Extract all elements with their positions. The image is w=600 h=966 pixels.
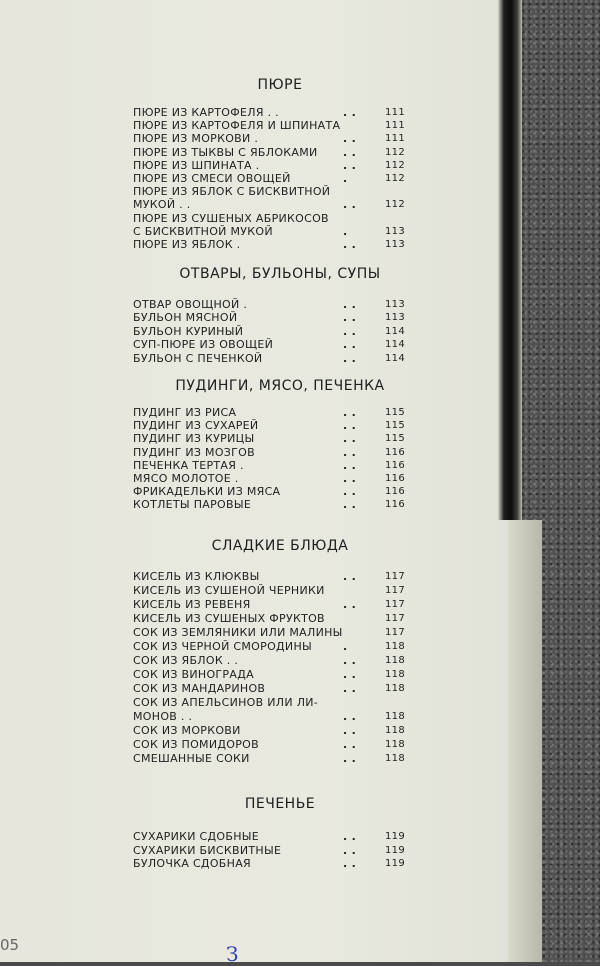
toc-page-number: 112: [385, 173, 405, 184]
toc-page-number: 112: [385, 146, 405, 158]
book-spine: [498, 0, 522, 520]
toc-page-number: 115: [385, 420, 405, 432]
toc-page-number: 116: [385, 499, 405, 511]
toc-page-number: 114: [385, 352, 405, 364]
toc-page-number: 117: [385, 627, 405, 638]
toc-entry: [133, 570, 405, 583]
toc-page-number: 112: [385, 159, 405, 171]
toc-entry-title: ПЮРЕ ИЗ СМЕСИ ОВОЩЕЙ: [133, 172, 291, 185]
toc-entry-title: ПУДИНГ ИЗ МОЗГОВ: [133, 445, 255, 459]
toc-entry-title: СУП-ПЮРЕ ИЗ ОВОЩЕЙ: [133, 338, 274, 352]
toc-entry-title: ПЮРЕ ИЗ ТЫКВЫ С ЯБЛОКАМИ: [133, 145, 318, 159]
toc-entry: [133, 119, 405, 132]
toc-page-number: 111: [385, 120, 405, 132]
toc-leader-dots: .: [343, 172, 348, 185]
toc-leader-dots: . .: [343, 458, 357, 472]
toc-page-number: 118: [385, 753, 405, 764]
toc-entry-title: КИСЕЛЬ ИЗ СУШЕНОЙ ЧЕРНИКИ: [133, 584, 325, 597]
section-title-puddings: ПУДИНГИ, МЯСО, ПЕЧЕНКА: [175, 378, 385, 394]
toc-entry-title: ПЮРЕ ИЗ ЯБЛОК .: [133, 238, 241, 251]
page-number: 05: [0, 936, 20, 954]
toc-page-number: 116: [385, 446, 405, 458]
toc-entry-title: ПУДИНГ ИЗ КУРИЦЫ: [133, 432, 255, 446]
toc-entry: [133, 626, 405, 639]
toc-entry: [133, 682, 405, 695]
page-edge: [508, 520, 542, 962]
toc-entry: [133, 710, 405, 723]
toc-entry-title: СОК ИЗ ЗЕМЛЯНИКИ ИЛИ МАЛИНЫ: [133, 626, 343, 639]
section-title-broths: ОТВАРЫ, БУЛЬОНЫ, СУПЫ: [179, 266, 381, 282]
toc-entry-title: КИСЕЛЬ ИЗ КЛЮКВЫ: [133, 570, 260, 583]
toc-leader-dots: . .: [343, 324, 357, 338]
toc-entry-title: СОК ИЗ ПОМИДОРОВ: [133, 738, 259, 751]
toc-page-number: 114: [385, 325, 405, 337]
toc-page-number: 118: [385, 711, 405, 722]
toc-entry-title: ПЕЧЕНКА ТЕРТАЯ .: [133, 458, 244, 472]
toc-leader-dots: . .: [343, 132, 357, 146]
section-title-puree: ПЮРЕ: [257, 77, 303, 93]
toc-entry-title: СОК ИЗ МАНДАРИНОВ: [133, 682, 266, 695]
toc-entry-title: ПЮРЕ ИЗ КАРТОФЕЛЯ . .: [133, 106, 279, 119]
toc-entry-title: ПУДИНГ ИЗ СУХАРЕЙ: [133, 419, 259, 433]
toc-leader-dots: . .: [343, 419, 357, 433]
toc-entry-title: МОНОВ . .: [133, 710, 193, 723]
toc-entry-title: С БИСКВИТНОЙ МУКОЙ: [133, 224, 273, 238]
toc-entry-title: МЯСО МОЛОТОЕ .: [133, 472, 239, 485]
toc-leader-dots: . .: [343, 298, 357, 311]
toc-page-number: 113: [385, 312, 405, 324]
toc-page-number: 113: [385, 299, 405, 310]
toc-page-number: 118: [385, 739, 405, 750]
toc-entry-title: ОТВАР ОВОЩНОЙ .: [133, 298, 248, 311]
toc-leader-dots: . .: [343, 158, 357, 172]
toc-entry: [133, 668, 405, 681]
toc-entry: [133, 498, 405, 511]
toc-leader-dots: . .: [343, 498, 357, 512]
toc-entry: [133, 419, 405, 432]
toc-page-number: 112: [385, 199, 405, 211]
toc-entry-title: СМЕШАННЫЕ СОКИ: [133, 752, 250, 765]
section-title-cookies: ПЕЧЕНЬЕ: [244, 796, 316, 812]
toc-page-number: 116: [385, 459, 405, 471]
pen-mark: З: [226, 942, 239, 966]
toc-entry: [133, 185, 405, 198]
toc-leader-dots: . .: [343, 830, 357, 843]
toc-entry-title: СОК ИЗ АПЕЛЬСИНОВ ИЛИ ЛИ-: [133, 696, 319, 709]
toc-entry-title: КИСЕЛЬ ИЗ СУШЕНЫХ ФРУКТОВ: [133, 612, 325, 625]
toc-leader-dots: . .: [343, 843, 357, 857]
toc-entry: [133, 857, 405, 870]
toc-page-number: 116: [385, 486, 405, 498]
toc-entry-title: СУХАРИКИ СДОБНЫЕ: [133, 830, 260, 843]
toc-leader-dots: . .: [343, 472, 357, 485]
toc-entry: [133, 159, 405, 172]
toc-entry: [133, 298, 405, 311]
toc-page-number: 119: [385, 858, 405, 869]
toc-leader-dots: .: [343, 224, 348, 238]
toc-entry-title: БУЛЬОН С ПЕЧЕНКОЙ: [133, 351, 263, 365]
toc-entry: [133, 830, 405, 843]
toc-page-number: 119: [385, 831, 405, 842]
toc-entry: [133, 640, 405, 653]
toc-entry-title: СОК ИЗ ЯБЛОК . .: [133, 654, 239, 667]
toc-page-number: 118: [385, 641, 405, 652]
toc-entry: [133, 598, 405, 611]
toc-page-number: 119: [385, 844, 405, 856]
toc-entry-title: КИСЕЛЬ ИЗ РЕВЕНЯ: [133, 598, 251, 611]
toc-entry-title: БУЛЬОН КУРИНЫЙ: [133, 324, 244, 338]
toc-entry-title: ПЮРЕ ИЗ СУШЕНЫХ АБРИКОСОВ: [133, 211, 329, 225]
toc-entry: [133, 212, 405, 225]
toc-entry: [133, 472, 405, 485]
toc-entry: [133, 311, 405, 324]
toc-page-number: 118: [385, 669, 405, 680]
toc-entry: [133, 738, 405, 751]
toc-leader-dots: . .: [343, 351, 357, 365]
toc-entry-title: КОТЛЕТЫ ПАРОВЫЕ: [133, 498, 252, 512]
toc-entry: [133, 352, 405, 365]
toc-entry: [133, 406, 405, 419]
toc-entry: [133, 459, 405, 472]
toc-entry: [133, 238, 405, 251]
toc-leader-dots: . .: [343, 682, 357, 695]
toc-entry-title: ПЮРЕ ИЗ КАРТОФЕЛЯ И ШПИНАТА: [133, 119, 341, 133]
toc-leader-dots: . .: [343, 338, 357, 352]
toc-page-number: 115: [385, 407, 405, 418]
toc-leader-dots: . .: [343, 738, 357, 751]
toc-page-number: 113: [385, 225, 405, 237]
toc-entry: [133, 432, 405, 445]
toc-leader-dots: . .: [343, 570, 357, 583]
toc-entry: [133, 844, 405, 857]
toc-entry-title: ПЮРЕ ИЗ ЯБЛОК С БИСКВИТНОЙ: [133, 185, 331, 199]
toc-page-number: 113: [385, 239, 405, 250]
toc-leader-dots: . .: [343, 311, 357, 325]
toc-leader-dots: . .: [343, 485, 357, 499]
toc-entry: [133, 752, 405, 765]
toc-entry: [133, 132, 405, 145]
toc-entry-title: ПЮРЕ ИЗ МОРКОВИ .: [133, 132, 259, 146]
toc-entry: [133, 724, 405, 737]
toc-leader-dots: . .: [343, 668, 357, 681]
toc-leader-dots: . .: [343, 710, 357, 723]
toc-leader-dots: . .: [343, 724, 357, 737]
toc-leader-dots: . .: [343, 432, 357, 446]
toc-page-number: 118: [385, 683, 405, 694]
toc-leader-dots: . .: [343, 106, 357, 119]
toc-entry-title: СОК ИЗ ВИНОГРАДА: [133, 668, 254, 681]
toc-leader-dots: . .: [343, 752, 357, 765]
toc-leader-dots: . .: [343, 857, 357, 870]
toc-leader-dots: . .: [343, 445, 357, 459]
toc-entry: [133, 172, 405, 185]
toc-entry: [133, 654, 405, 667]
toc-leader-dots: . .: [343, 654, 357, 667]
toc-leader-dots: . .: [343, 598, 357, 611]
toc-page-number: 115: [385, 433, 405, 445]
toc-entry-title: ПЮРЕ ИЗ ШПИНАТА .: [133, 158, 260, 172]
toc-entry-title: БУЛОЧКА СДОБНАЯ: [133, 857, 251, 870]
toc-page-number: 117: [385, 571, 405, 582]
toc-leader-dots: .: [343, 640, 348, 653]
toc-entry: [133, 146, 405, 159]
toc-page-number: 118: [385, 725, 405, 736]
toc-entry: [133, 198, 405, 211]
toc-page-number: 116: [385, 473, 405, 484]
toc-entry: [133, 325, 405, 338]
toc-entry: [133, 446, 405, 459]
toc-page-number: 114: [385, 339, 405, 351]
toc-entry: [133, 338, 405, 351]
toc-page-number: 117: [385, 585, 405, 596]
toc-page-number: 118: [385, 655, 405, 666]
toc-page-number: 117: [385, 599, 405, 610]
toc-leader-dots: . .: [343, 145, 357, 159]
toc-entry-title: СОК ИЗ ЧЕРНОЙ СМОРОДИНЫ: [133, 640, 313, 653]
toc-page-number: 117: [385, 613, 405, 624]
toc-entry: [133, 612, 405, 625]
toc-leader-dots: . .: [343, 238, 357, 251]
toc-leader-dots: . .: [343, 406, 357, 419]
toc-entry: [133, 106, 405, 119]
toc-entry-title: ПУДИНГ ИЗ РИСА: [133, 406, 237, 419]
toc-page-number: 111: [385, 133, 405, 145]
toc-entry: [133, 696, 405, 709]
toc-entry-title: СУХАРИКИ БИСКВИТНЫЕ: [133, 843, 282, 857]
toc-entry-title: ФРИКАДЕЛЬКИ ИЗ МЯСА: [133, 485, 281, 499]
toc-entry-title: СОК ИЗ МОРКОВИ: [133, 724, 241, 737]
section-title-sweets: СЛАДКИЕ БЛЮДА: [211, 538, 349, 554]
toc-entry: [133, 225, 405, 238]
toc-entry-title: БУЛЬОН МЯСНОЙ: [133, 311, 238, 325]
toc-page-number: 111: [385, 107, 405, 118]
toc-entry: [133, 485, 405, 498]
toc-entry-title: МУКОЙ . .: [133, 198, 191, 212]
toc-leader-dots: . .: [343, 198, 357, 212]
toc-entry: [133, 584, 405, 597]
